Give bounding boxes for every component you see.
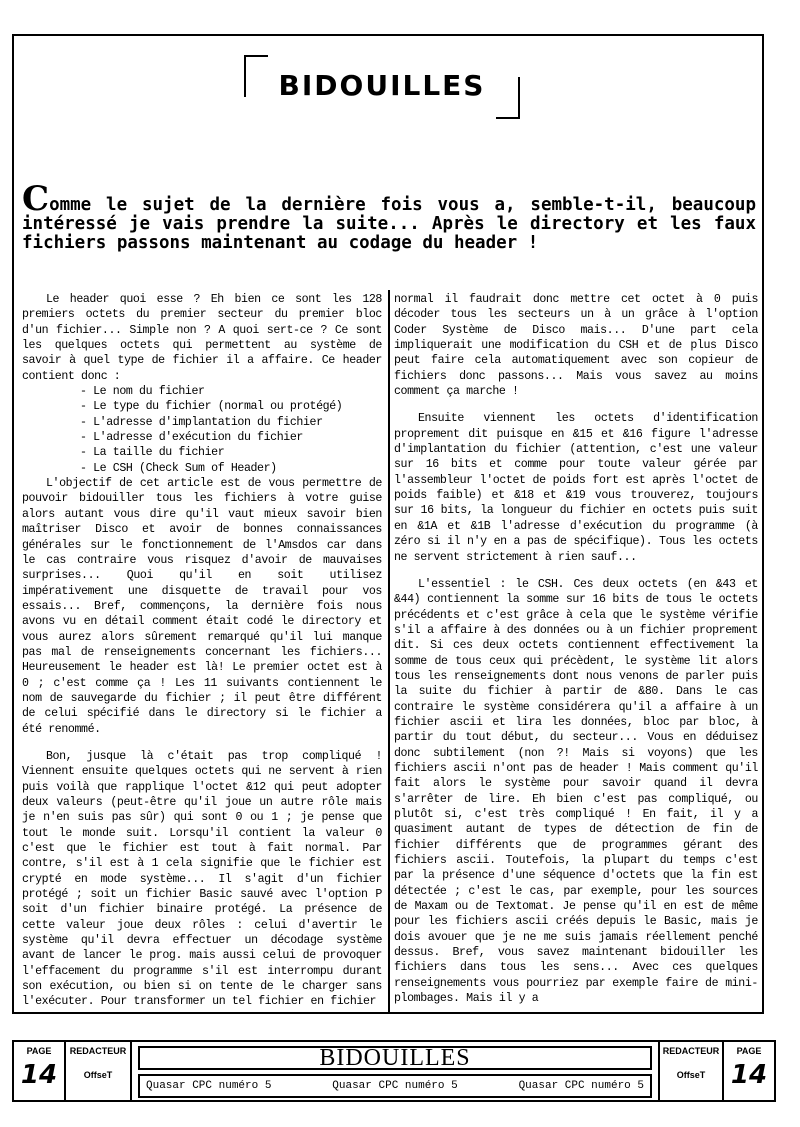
page-number: 14 (20, 1060, 58, 1090)
footer-issue-line (138, 1074, 652, 1098)
issue-text: Quasar CPC numéro 5 (146, 1080, 272, 1092)
column-divider (388, 290, 390, 1014)
footer-redacteur-right (658, 1042, 724, 1100)
redacteur-label: REDACTEUR (69, 1046, 127, 1056)
page-label: PAGE (26, 1046, 52, 1056)
title-box (244, 55, 520, 119)
footer-page-right (724, 1042, 774, 1100)
right-paragraph-2: Ensuite viennent les octets d'identification proprement dit puisque en &15 et &16 figure l'adresse d'implantation du fichier (attention, c'est une valeur sur 16 bits et comme pour toute valeur gérée par l'assembleur l'octet de poids fort est après l'octet de poids faible) et &18 et &19 vous trouverez, toujours sur 16 bits, la longueur du fichier en octets puis suit en &1A et &1B l'adresse d'exécution du programme (à zéro si il n'y en a pas de spécifique). Tous les octets ne servent strictement à rien sauf... (394, 412, 758, 564)
left-paragraph-2: L'objectif de cet article est de vous permettre de pouvoir bidouiller tous les fichiers à votre guise alors autant vous dire qu'il vaut mieux savoir bien maîtriser Disco et avoir de bonnes connaissances générales sur le fonctionnement de l'Amsdos car dans le cas contraire vous risquez d'avoir de mauvaises surprises... Quoi qu'il en soit utilisez impérativement une disquette de travail pour vos essais... Bref, commençons, la dernière fois nous avons vu en détail comment était codé le directory et vous aurez alors sûrement remarqué qu'il lui manque pas mal de renseignements concernant les fichiers... Heureusement le header est là! Le premier octet est à 0 ; c'est comme ça ! Les 11 suivants contiennent le nom de sauvegarde du fichier ; il peut être différent de celui spécifié dans le directory si le fichier a été renommé. (22, 477, 382, 736)
left-paragraph-3: Bon, jusque là c'était pas trop compliqué ! Viennent ensuite quelques octets qui ne servent à rien puis voilà que rapplique l'octet &12 qui peut adopter deux valeurs (peut-être qu'il joue un autre rôle mais je n'en suis pas sûr) qui sont 0 ou 1 ; je pense que tout le monde suit. Lorsqu'il contient la valeur 0 c'est que le fichier est tout à fait normal. Par contre, s'il est à 1 cela signifie que le fichier est crypté en mode système... Il s'agit d'un fichier protégé ; soit un fichier Basic sauvé avec l'option P soit d'un fichier binaire protégé. La présence de cette valeur joue deux rôles : celui d'avertir le système qu'il devra effectuer un décodage système avant de lancer le prog. mais aussi celui de provoquer l'effacement du programme s'il est interrompu durant son exécution, ou bien si on tente de le charger sans l'exécuter. Pour transformer un tel fichier en fichier (22, 749, 382, 1009)
left-column (22, 292, 382, 1022)
page-footer (12, 1040, 776, 1102)
intro-dropcap: C (22, 179, 50, 219)
list-item: - Le nom du fichier (80, 384, 382, 399)
footer-center (134, 1042, 656, 1100)
footer-banner: BIDOUILLES (138, 1046, 652, 1070)
left-paragraph-1: Le header quoi esse ? Eh bien ce sont les 128 premiers octets du premier secteur du premier bloc d'un fichier... Simple non ? A quoi sert-ce ? Ce sont les quelques octets qui permettent au système de savoir à quel type de fichier il a affaire. Ce header contient donc : (22, 293, 382, 383)
right-paragraph-1: normal il faudrait donc mettre cet octet à 0 puis décoder tous les secteurs un à un grâce à l'option Coder Système de Disco mais... D'une part cela impliquerait une modification du CSH et de plus Disco peut faire cela automatiquement avec son copieur de fichiers donc passons... Mais vous savez au moins comment ça marche ! (394, 293, 758, 399)
redacteur-name: OffseT (676, 1070, 706, 1080)
issue-text: Quasar CPC numéro 5 (332, 1080, 458, 1092)
list-item: - L'adresse d'implantation du fichier (80, 415, 382, 430)
page-label: PAGE (736, 1046, 762, 1056)
list-item: - La taille du fichier (80, 445, 382, 460)
right-column (394, 292, 758, 1018)
page-title: BIDOUILLES (278, 69, 486, 102)
issue-text: Quasar CPC numéro 5 (518, 1080, 644, 1092)
list-item: - Le CSH (Check Sum of Header) (80, 461, 382, 476)
list-item: - L'adresse d'exécution du fichier (80, 430, 382, 445)
list-item: - Le type du fichier (normal ou protégé) (80, 399, 382, 414)
intro-text: omme le sujet de la dernière fois vous a, semble-t-il, beaucoup intéressé je vais prendre la suite... Après le directory et les faux fichiers passons maintenant au codage du header ! (22, 195, 756, 253)
header-contents-list (22, 384, 382, 476)
footer-redacteur-left (66, 1042, 132, 1100)
redacteur-label: REDACTEUR (662, 1046, 720, 1056)
page-number: 14 (730, 1060, 768, 1090)
intro-paragraph (22, 179, 756, 253)
right-paragraph-3: L'essentiel : le CSH. Ces deux octets (en &43 et &44) contiennent la somme sur 16 bits de tous le octets précédents et c'est grâce à cela que le système vérifie s'il a affaire à des données ou à un fichier proprement dit. Si ces deux octets contiennent effectivement la somme de tous ceux qui précèdent, le système lit alors tous les renseignements dont nous venons de parler puis la suite du fichier à partir de &80. Dans le cas contraire le système considérera qu'il a affaire à un fichier ascii et lira les données, bloc par bloc, à partir du tout début, du secteur... Vous en déduisez donc subtilement (non ?! Mais si voyons) que les fichiers ascii n'ont pas de header ! Mais comment qu'il fait alors le système pour savoir quand il devra s'arrêter de lire. Eh bien c'est pas compliqué, ou plutôt si, c'est très compliqué ! En fait, il y a quasiment autant de types de détection de fin de fichier différents que de programmes gérant des fichiers ascii. Toutefois, la plupart du temps c'est par la présence d'une séquence d'octets que la fin est détectée ; c'est le cas, par exemple, pour les sources de Maxam ou de Textomat. Je pense qu'il en est de même pour les fichiers ascii créés depuis le Basic, mais je dois avouer que je ne me suis jamais réellement penché dessus. Bref, vous savez maintenant bidouiller les fichiers dans tous les sens... Avec ces quelques renseignements vous pourriez par exemple faire de mini-plombages. Mais il y a (394, 577, 758, 1006)
footer-page-left (14, 1042, 66, 1100)
redacteur-name: OffseT (83, 1070, 113, 1080)
